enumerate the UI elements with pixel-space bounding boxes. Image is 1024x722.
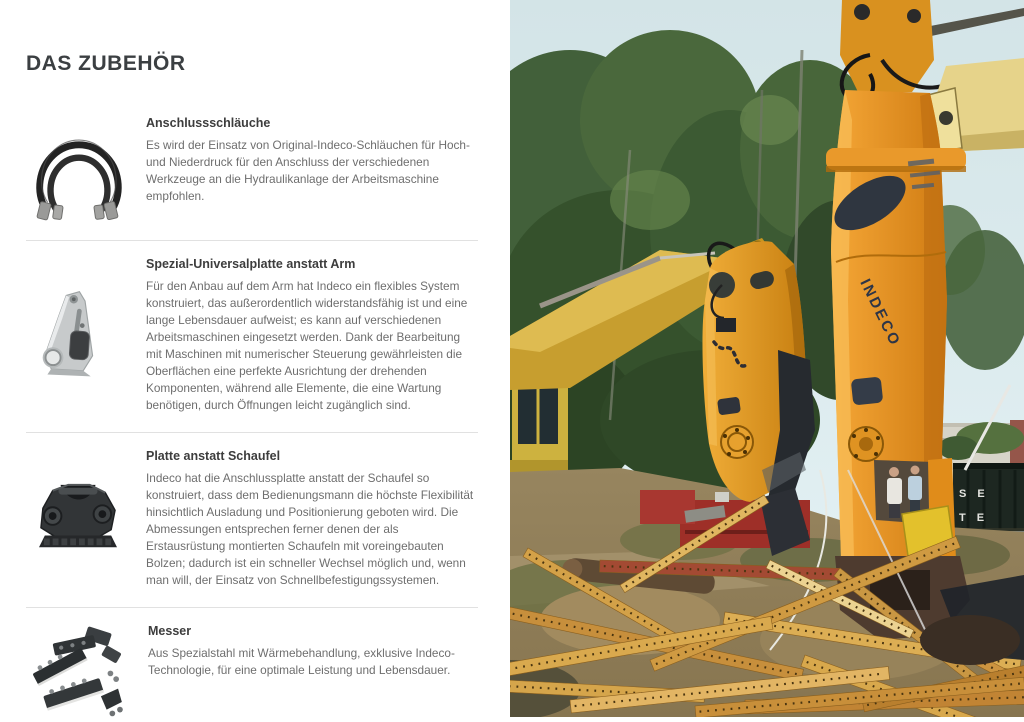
- hoses-image: [26, 114, 130, 222]
- accessory-description: Aus Spezialstahl mit Wärmebehandlung, exklusive Indeco-Technologie, für eine optimale Leistung und Lebensdauer.: [148, 646, 455, 677]
- indeco-brand-text: INDECO: [856, 276, 904, 350]
- demolition-photo[interactable]: [510, 0, 1024, 717]
- dumpster-text-line1: S E: [959, 488, 989, 500]
- divider: [26, 432, 478, 433]
- accessory-item-universal-plate: [26, 255, 478, 414]
- page-title: DAS ZUBEHÖR: [26, 52, 186, 75]
- mounting-plate-image: [26, 447, 130, 589]
- accessory-item-blades: [26, 622, 478, 722]
- accessory-description: Es wird der Einsatz von Original-Indeco-Schläuchen für Hoch- und Niederdruck für den Anschluss der verschiedenen Werkzeuge an die Hydraulikanlage der Arbeitsmaschine empfohlen.: [146, 138, 470, 203]
- blades-image: [26, 622, 132, 722]
- accessory-title: Platte anstatt Schaufel: [146, 449, 281, 463]
- divider: [26, 607, 478, 608]
- dumpster-text-line2: T E: [959, 512, 989, 524]
- accessory-description: Für den Anbau auf dem Arm hat Indeco ein flexibles System konstruiert, das außerordentlich widerstandsfähig ist und eine lange Lebensdauer aufweist; es kann auf verschiedenen Arbeitsmaschinen eingesetzt werden. Dank der Bearbeitung mit Maschinen mit numerischer Steuerung gewährleisten die Oberflächen eine perfekte Ausrichtung der drehenden Komponenten, während alle Elemente, die eine Wartung benötigen, durch Öffnungen leicht zugänglich sind.: [146, 279, 468, 412]
- universal-plate-image: [26, 255, 130, 414]
- divider: [26, 240, 478, 241]
- accessory-description: Indeco hat die Anschlussplatte anstatt der Schaufel so konstruiert, dass dem Bedienungsmann die höchste Flexibilität hinsichtlich Ausladung und Positionierung geboten wird. Die Abmessungen entsprechen ferner denen der als Erstausrüstung montierten Schaufeln mit voreingebauten Bolzen; dadurch ist ein schneller Wechsel möglich und, wenn man will, der Einsatz von Schnellbefestigungssystemen.: [146, 471, 474, 587]
- accessory-title: Spezial-Universalplatte anstatt Arm: [146, 257, 356, 271]
- accessory-title: Messer: [148, 624, 192, 638]
- accessory-item-hoses: [26, 114, 478, 222]
- accessory-item-mounting-plate: [26, 447, 478, 589]
- accessory-title: Anschlussschläuche: [146, 116, 271, 130]
- accessories-panel: [26, 52, 478, 722]
